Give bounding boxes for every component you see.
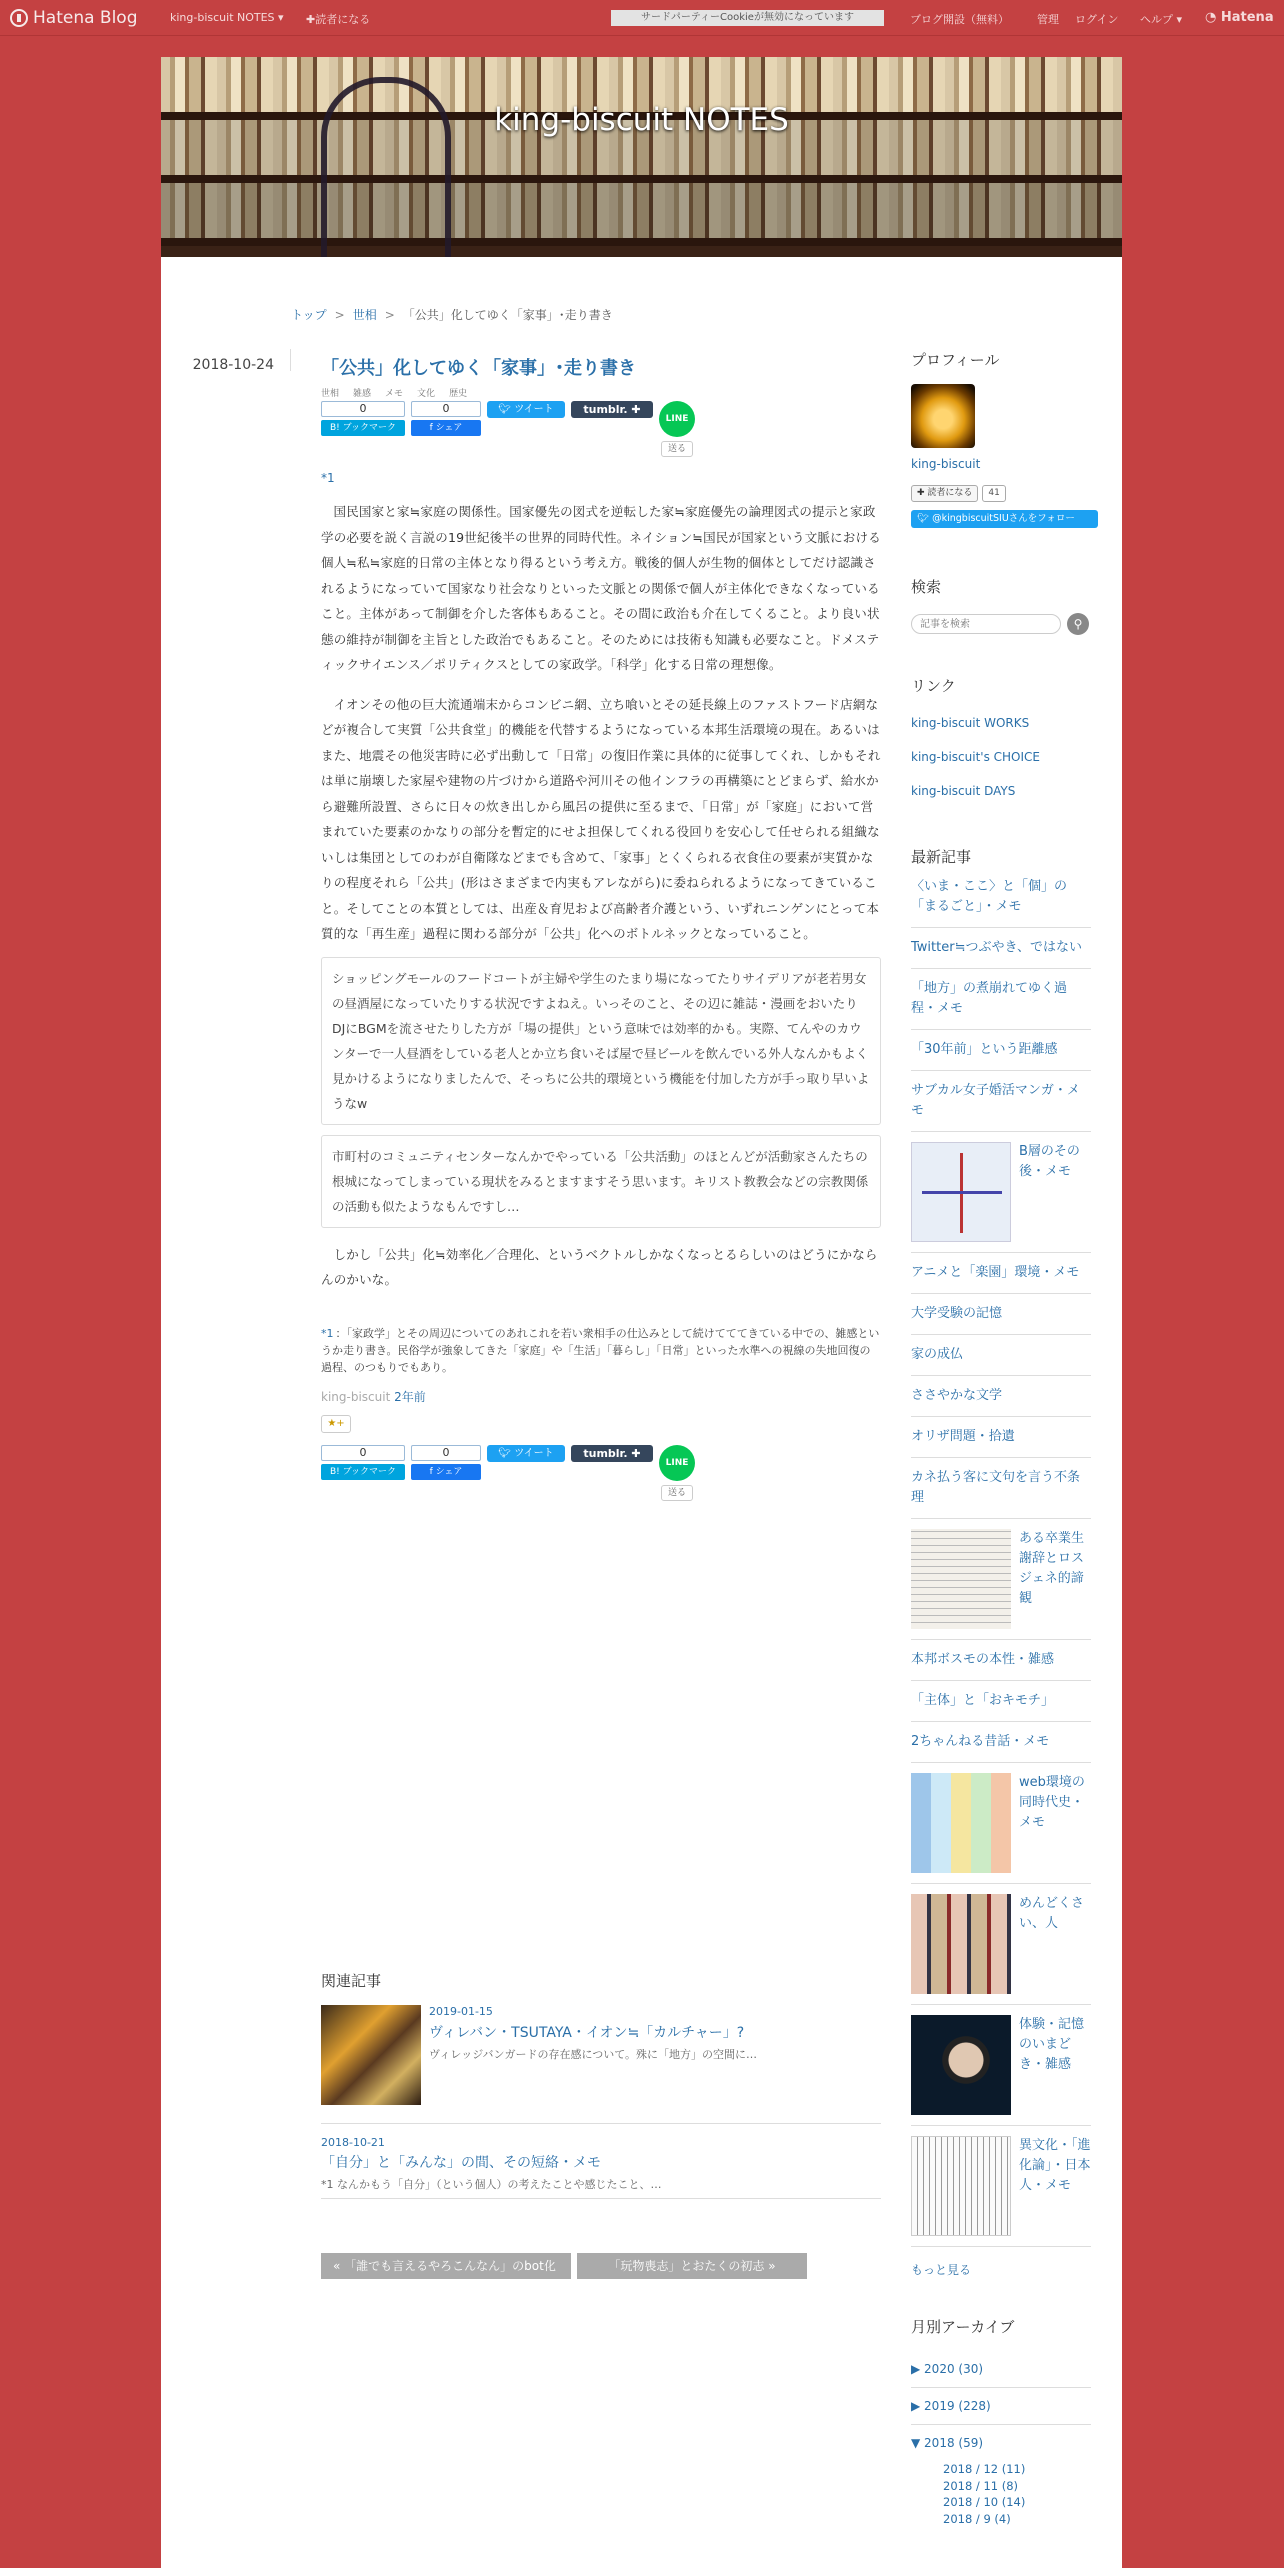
help-menu[interactable]: ヘルプ ▾: [1140, 13, 1183, 26]
recent-entries: [911, 867, 1091, 2247]
related-date[interactable]: 2018-10-21: [321, 2136, 385, 2149]
recent-entry[interactable]: [911, 1132, 1091, 1253]
archive-year[interactable]: [911, 2351, 1091, 2388]
pager: [321, 2253, 881, 2279]
more-link[interactable]: もっと見る: [911, 2263, 972, 2277]
author-name[interactable]: king-biscuit: [321, 1389, 391, 1404]
related-title[interactable]: 「自分」と「みんな」の間、その短絡・メモ: [321, 2155, 601, 2171]
recent-entry[interactable]: カネ払う客に文句を言う不条理: [911, 1458, 1091, 1519]
line-icon[interactable]: LINE: [659, 1445, 695, 1481]
breadcrumb-category[interactable]: 世相: [352, 308, 377, 322]
archive-year-link[interactable]: ▶ 2019 (228): [911, 2399, 991, 2413]
profile-name[interactable]: king-biscuit: [911, 457, 981, 471]
entry-title[interactable]: 「公共」化してゆく「家事」･走り書き: [321, 358, 636, 379]
link-item[interactable]: king-biscuit's CHOICE: [911, 750, 1040, 764]
recent-thumbnail[interactable]: [911, 2015, 1011, 2115]
recent-entry[interactable]: サブカル女子婚活マンガ・メモ: [911, 1071, 1091, 1132]
archive-title: 月別アーカイブ: [911, 2318, 1015, 2336]
reader-widget: [911, 485, 1091, 502]
twitter-follow-label: @kingbiscuitSIUさんをフォロー: [932, 513, 1075, 524]
sidebar: [911, 349, 1091, 2527]
recent-entry-title[interactable]: 体験・記憶のいまどき・雑感: [1019, 2017, 1085, 2072]
related-heading: 関連記事: [321, 1972, 382, 1990]
open-blog-link[interactable]: ブログ開設（無料）: [910, 13, 1009, 26]
recent-entry[interactable]: ささやかな文学: [911, 1376, 1091, 1417]
hatena-blog-logo[interactable]: [10, 8, 138, 28]
blockquote: ショッピングモールのフードコートが主婦や学生のたまり場になってたりサイデリアが老若男女の昼酒屋になっていたりする状況ですよねえ。いっそのこと、その辺に雑誌・漫画をおいたりDJにBGMを流させたりした方が「場の提供」という意味では効率的かも。実際、てんやのカウンターで一人昼酒をしている老人とか立ち食いそば屋で昼ビールを飲んでいる外人なんかもよく見かけるようになりましたんで、そっちに公共的環境という機能を付加した方が手っ取り早いようなw: [321, 957, 881, 1125]
tumblr-button[interactable]: tumblr. ✚: [571, 1445, 653, 1462]
hatena-mark-icon: ◔: [1205, 10, 1217, 25]
related-thumbnail[interactable]: [321, 2005, 421, 2105]
twitter-bird-icon: 🐦︎: [917, 513, 930, 524]
recent-entry-title[interactable]: B層のその後・メモ: [1019, 1144, 1080, 1179]
manage-link[interactable]: 管理: [1037, 13, 1059, 26]
recent-thumbnail[interactable]: [911, 1773, 1011, 1873]
recent-entry[interactable]: [911, 1763, 1091, 1884]
hatena-bookmark-count[interactable]: 0: [321, 401, 405, 417]
tumblr-button[interactable]: tumblr. ✚: [571, 401, 653, 418]
entry-footer: [321, 1388, 881, 1405]
breadcrumb-current: 「公共」化してゆく「家事」･走り書き: [402, 308, 613, 322]
twitter-follow-button[interactable]: [911, 510, 1098, 528]
category-link[interactable]: 文化: [417, 389, 436, 399]
reader-count: 41: [982, 485, 1005, 502]
related-excerpt: *1 なんかもう「自分」（という個人）の考えたことや感じたこと、…: [321, 2178, 662, 2191]
hatena-bookmark-count[interactable]: 0: [321, 1445, 405, 1461]
hatena-logo-icon: [10, 9, 28, 27]
line-icon[interactable]: LINE: [659, 401, 695, 437]
related-excerpt: ヴィレッジバンガードの存在感について。殊に「地方」の空間に…: [429, 2048, 758, 2061]
blockquote: 市町村のコミュニティセンターなんかでやっている「公共活動」のほとんどが活動家さんたちの根城になってしまっている現状をみるとますますそう思います。キリスト教教会などの宗教関係の活動も似たようなもんですし…: [321, 1135, 881, 1228]
footnote-ref[interactable]: *1: [321, 471, 335, 485]
related-entries: [321, 1970, 881, 2199]
search-icon[interactable]: ⚲: [1067, 613, 1089, 635]
add-star-button[interactable]: ★+: [321, 1415, 351, 1433]
links-title: リンク: [911, 677, 956, 695]
recent-entry-title[interactable]: めんどくさい、人: [1019, 1896, 1085, 1931]
entry-categories: [321, 386, 881, 399]
archive-month[interactable]: [911, 2478, 1091, 2495]
related-date[interactable]: 2019-01-15: [429, 2005, 493, 2018]
archive-month-link[interactable]: 2018 / 12 (11): [943, 2462, 1026, 2476]
shelf-divider: [161, 238, 1122, 246]
search-input[interactable]: [911, 614, 1061, 634]
bookshelf-image: [161, 183, 1122, 238]
twitter-bird-icon: 🐦︎: [498, 404, 511, 415]
recent-entry[interactable]: 「30年前」という距離感: [911, 1030, 1091, 1071]
line-send-label[interactable]: 送る: [661, 441, 693, 457]
breadcrumb-top[interactable]: トップ: [291, 308, 327, 322]
archive-month-link[interactable]: 2018 / 11 (8): [943, 2478, 1019, 2493]
login-link[interactable]: ログイン: [1075, 13, 1119, 26]
next-entry-link[interactable]: 「玩物喪志」とおたくの初志 »: [577, 2253, 807, 2279]
blog-title[interactable]: king-biscuit NOTES: [494, 102, 789, 138]
recent-entry[interactable]: 家の成仏: [911, 1335, 1091, 1376]
archive-month-link[interactable]: 2018 / 10 (14): [943, 2495, 1026, 2509]
blog-header: [161, 57, 1122, 257]
blog-container: [161, 57, 1122, 2568]
recent-entry[interactable]: 〈いま・ここ〉と「個」の「まるごと」・メモ: [911, 867, 1091, 928]
footnote-text: ：「家政学」とその周辺についてのあれこれを若い衆相手の仕込みとして続けてててきている中での、雑感というか走り書き。民俗学が強象してきた「家庭」や「生活」「暮らし」「日常」といった水準への視線の失地回復の過程、のつもりでもあり。: [321, 1326, 880, 1374]
link-item[interactable]: king-biscuit WORKS: [911, 716, 1030, 730]
hatena-label: Hatena: [1220, 10, 1274, 25]
recent-entry[interactable]: オリザ問題・拾遺: [911, 1417, 1091, 1458]
footnote-anchor[interactable]: *1: [321, 1326, 334, 1340]
profile-avatar[interactable]: [911, 384, 975, 448]
tweet-label: ツイート: [514, 1447, 554, 1459]
hatena-bookmark-button[interactable]: B! ブックマーク: [321, 420, 405, 436]
brand-label: Hatena Blog: [33, 8, 138, 28]
recent-entry[interactable]: [911, 2005, 1091, 2126]
tweet-button[interactable]: [487, 401, 565, 418]
archive-list: [911, 2351, 1091, 2527]
recent-entry[interactable]: 「地方」の煮崩れてゆく過程・メモ: [911, 969, 1091, 1030]
entry-paragraph: イオンその他の巨大流通端末からコンビニ網、立ち喰いとその延長線上のファストフード店網などが複合して実質「公共食堂」的機能を代替するようになっている本邦生活環境の現在。あるいはまた、地震その他災害時に必ず出動して「日常」の復旧作業に具体的に従事してくれ、しかもそれは単に崩壊した家屋や建物の片づけから道路や河川その他インフラの再構築にとどまらず、給水から避難所設置、さらに日々の炊き出しから風呂の提供に至るまで、「日常」が「家庭」において営まれていた要素のかなりの部分を暫定的にせよ担保してくれる役回りを安心して任せられる組織ないしは集団としてのわが自衛隊などまでも含めて、「家事」とくくられる衣食住の要素が実質かなりの程度それら「公共」(形はさまざまで内実もアレながら)に委ねられるようになってきていること。そしてことの本質としては、出産＆育児および高齢者介護という、いずれニンゲンにとって本質的な「再生産」過程に関わる部分が「公共」化へのボトルネックとなっていること。: [321, 696, 881, 941]
recent-entry-title[interactable]: ある卒業生謝辞とロスジェネ的諦観: [1019, 1531, 1085, 1606]
category-link[interactable]: メモ: [385, 389, 404, 399]
recent-entry[interactable]: [911, 1519, 1091, 1640]
archive-month[interactable]: [911, 2494, 1091, 2511]
category-link[interactable]: 歴史: [449, 389, 468, 399]
twitter-bird-icon: 🐦︎: [498, 1447, 511, 1459]
prev-entry-link[interactable]: « 「誰でも言えるやろこんなん」のbot化: [321, 2253, 571, 2279]
blog-menu[interactable]: king-biscuit NOTES ▾: [170, 11, 284, 24]
entry-date[interactable]: 2018-10-24: [192, 357, 274, 373]
link-item[interactable]: king-biscuit DAYS: [911, 784, 1016, 798]
recent-thumbnail[interactable]: [911, 2136, 1011, 2236]
recent-entry[interactable]: 大学受験の記憶: [911, 1294, 1091, 1335]
facebook-share-button[interactable]: f シェア: [411, 1464, 481, 1480]
category-link[interactable]: 雑感: [353, 389, 372, 399]
share-buttons-bottom: [321, 1445, 881, 1501]
archive-month[interactable]: [911, 2511, 1091, 2528]
facebook-share-button[interactable]: f シェア: [411, 420, 481, 436]
line-share[interactable]: [659, 401, 695, 457]
archive-year-link[interactable]: ▶ 2020 (30): [911, 2362, 984, 2376]
search-form: [911, 613, 1091, 635]
related-entry[interactable]: [321, 2005, 881, 2124]
breadcrumb: トップ > 世相 > 「公共」化してゆく「家事」･走り書き: [291, 308, 613, 322]
recent-entry[interactable]: [911, 2126, 1091, 2247]
search-title: 検索: [911, 578, 942, 596]
facebook-count: 0: [411, 1445, 481, 1461]
shelf-divider: [161, 175, 1122, 183]
recent-entry[interactable]: 2ちゃんねる昔話・メモ: [911, 1722, 1091, 1763]
archive-month-link[interactable]: 2018 / 9 (4): [943, 2511, 1011, 2526]
share-buttons-top: [321, 401, 881, 457]
recent-entry[interactable]: [911, 1884, 1091, 2005]
recent-entry-title[interactable]: web環境の同時代史・メモ: [1019, 1775, 1085, 1830]
hatena-link[interactable]: [1205, 10, 1274, 25]
tweet-button[interactable]: [487, 1445, 565, 1462]
facebook-count: 0: [411, 401, 481, 417]
footnote: [321, 1325, 881, 1376]
archive-year[interactable]: [911, 2425, 1091, 2461]
entry-ago-link[interactable]: 2年前: [394, 1389, 426, 1404]
recent-title: 最新記事: [911, 848, 972, 866]
recent-entry[interactable]: 「主体」と「おキモチ」: [911, 1681, 1091, 1722]
subscribe-button[interactable]: ✚ 読者になる: [911, 485, 978, 502]
recent-thumbnail[interactable]: [911, 1529, 1011, 1629]
hatena-bookmark-button[interactable]: B! ブックマーク: [321, 1464, 405, 1480]
line-send-label[interactable]: 送る: [661, 1485, 693, 1501]
hatena-topbar: [0, 0, 1284, 36]
recent-entry-title[interactable]: 異文化・「進化論」・日本人・メモ: [1019, 2138, 1091, 2193]
line-share[interactable]: [659, 1445, 695, 1501]
date-divider: [290, 349, 291, 371]
archive-month[interactable]: [911, 2461, 1091, 2478]
recent-entry[interactable]: アニメと「楽園」環境・メモ: [911, 1253, 1091, 1294]
archive-year-link[interactable]: ▼ 2018 (59): [911, 2436, 984, 2450]
links-list: [911, 716, 1091, 798]
entry-paragraph: 国民国家と家≒家庭の関係性。国家優先の図式を逆転した家≒家庭優先の論理図式の提示と家政学の必要を説く言説の19世紀後半の世界的同時代性。ネイション≒国民が国家という文脈における個人≒私≒家庭的日常の主体となり得るという考え方。戦後的個人が生物的個体としてだけ認識されるようになっていて国家なり社会なりといった文脈との関係で個人が主体化できなくなっていること。主体があって制御を介した客体もあること。その間に政治も介在してくること。より良い状態の維持が制御を主旨とした政治でもあること。そのためには技術も知識も必要なこと。ドメスティックサイエンス／ポリティクスとしての家政学。「科学」化する日常の理想像。: [321, 504, 881, 672]
reader-link[interactable]: ✚読者になる: [306, 13, 371, 26]
related-entry[interactable]: [321, 2124, 881, 2199]
recent-thumbnail[interactable]: [911, 1894, 1011, 1994]
tweet-label: ツイート: [514, 404, 554, 415]
recent-entry[interactable]: 本邦ボスモの本性・雑感: [911, 1640, 1091, 1681]
profile-title: プロフィール: [911, 351, 1000, 369]
recent-entry[interactable]: Twitter≒つぶやき、ではない: [911, 928, 1091, 969]
category-link[interactable]: 世相: [321, 389, 340, 399]
archive-year[interactable]: [911, 2388, 1091, 2425]
related-title[interactable]: ヴィレバン・TSUTAYA・イオン≒「カルチャー」?: [429, 2025, 745, 2041]
recent-thumbnail[interactable]: [911, 1142, 1011, 1242]
entry: [321, 354, 881, 1501]
entry-paragraph: しかし「公共」化≒効率化／合理化、というベクトルしかなくなっとるらしいのはどうにかならんのかいな。: [321, 1246, 878, 1287]
cookie-notice: サードパーティーCookieが無効になっています: [611, 10, 884, 26]
